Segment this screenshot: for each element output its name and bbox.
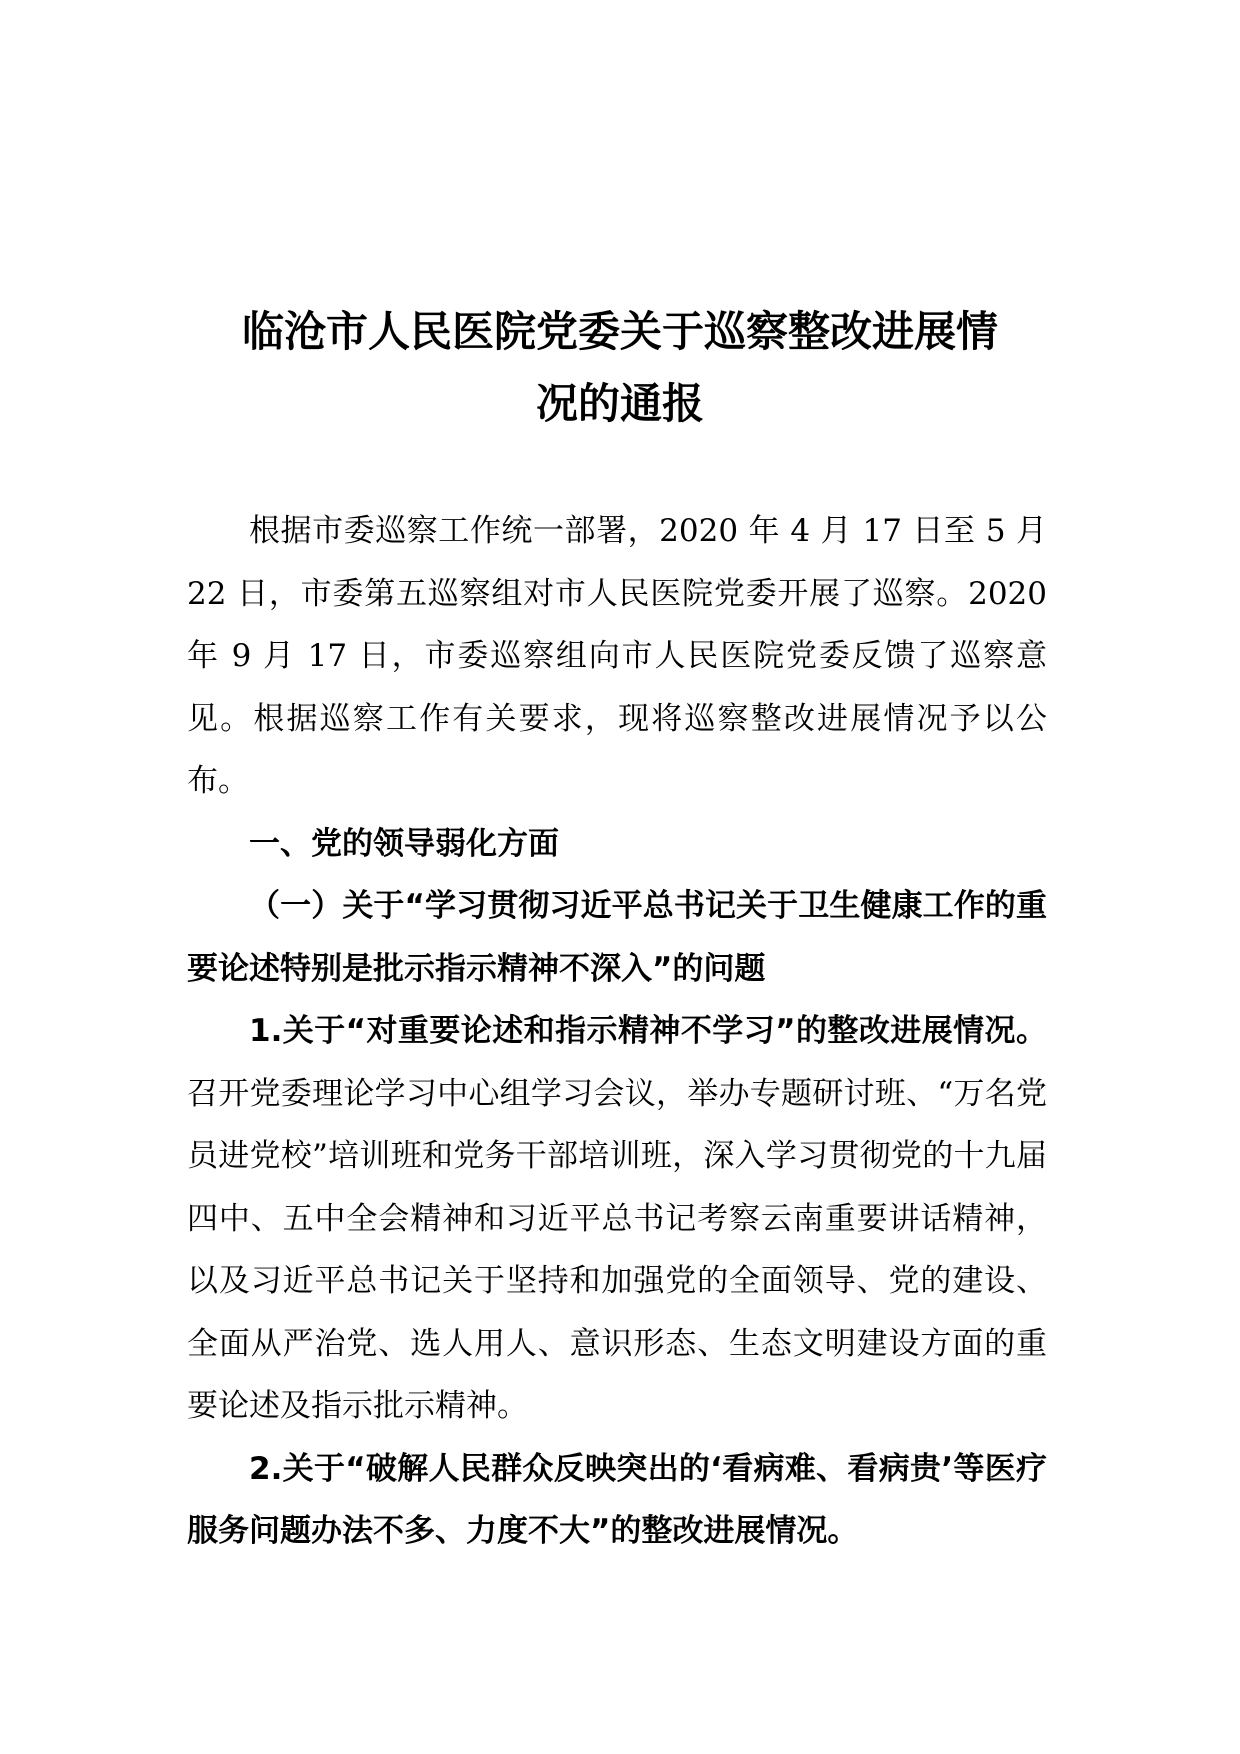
title-line-1: 临沧市人民医院党委关于巡察整改进展情 xyxy=(241,307,998,356)
subsection-heading-1: （一）关于“学习贯彻习近平总书记关于卫生健康工作的重要论述特别是批示指示精神不深入”的问题 xyxy=(187,888,1047,987)
section-heading-1: 一、党的领导弱化方面 xyxy=(249,825,559,862)
document-body xyxy=(187,500,1047,1563)
item-2-heading: 2.关于“破解人民群众反映突出的‘看病难、看病贵’等医疗服务问题办法不多、力度不大”的整改进展情况。 xyxy=(187,1450,1047,1549)
title-line-2: 况的通报 xyxy=(535,379,704,428)
item-1-paragraph xyxy=(187,1000,1047,1438)
item-1-heading: 1.关于“对重要论述和指示精神不学习”的整改进展情况。 xyxy=(249,1013,1047,1049)
intro-paragraph: 根据市委巡察工作统一部署，2020 年 4 月 17 日至 5 月 22 日，市委第五巡察组对市人民医院党委开展了巡察。2020 年 9 月 17 日，市委巡察组向市人民医院党委反馈了巡察意见。根据巡察工作有关要求，现将巡察整改进展情况予以公布。 xyxy=(187,513,1047,799)
document-title xyxy=(150,296,1090,440)
item-1-text: 召开党委理论学习中心组学习会议，举办专题研讨班、“万名党员进党校”培训班和党务干部培训班，深入学习贯彻党的十九届四中、五中全会精神和习近平总书记考察云南重要讲话精神，以及习近平总书记关于坚持和加强党的全面领导、党的建设、全面从严治党、选人用人、意识形态、生态文明建设方面的重要论述及指示批示精神。 xyxy=(187,1075,1047,1424)
